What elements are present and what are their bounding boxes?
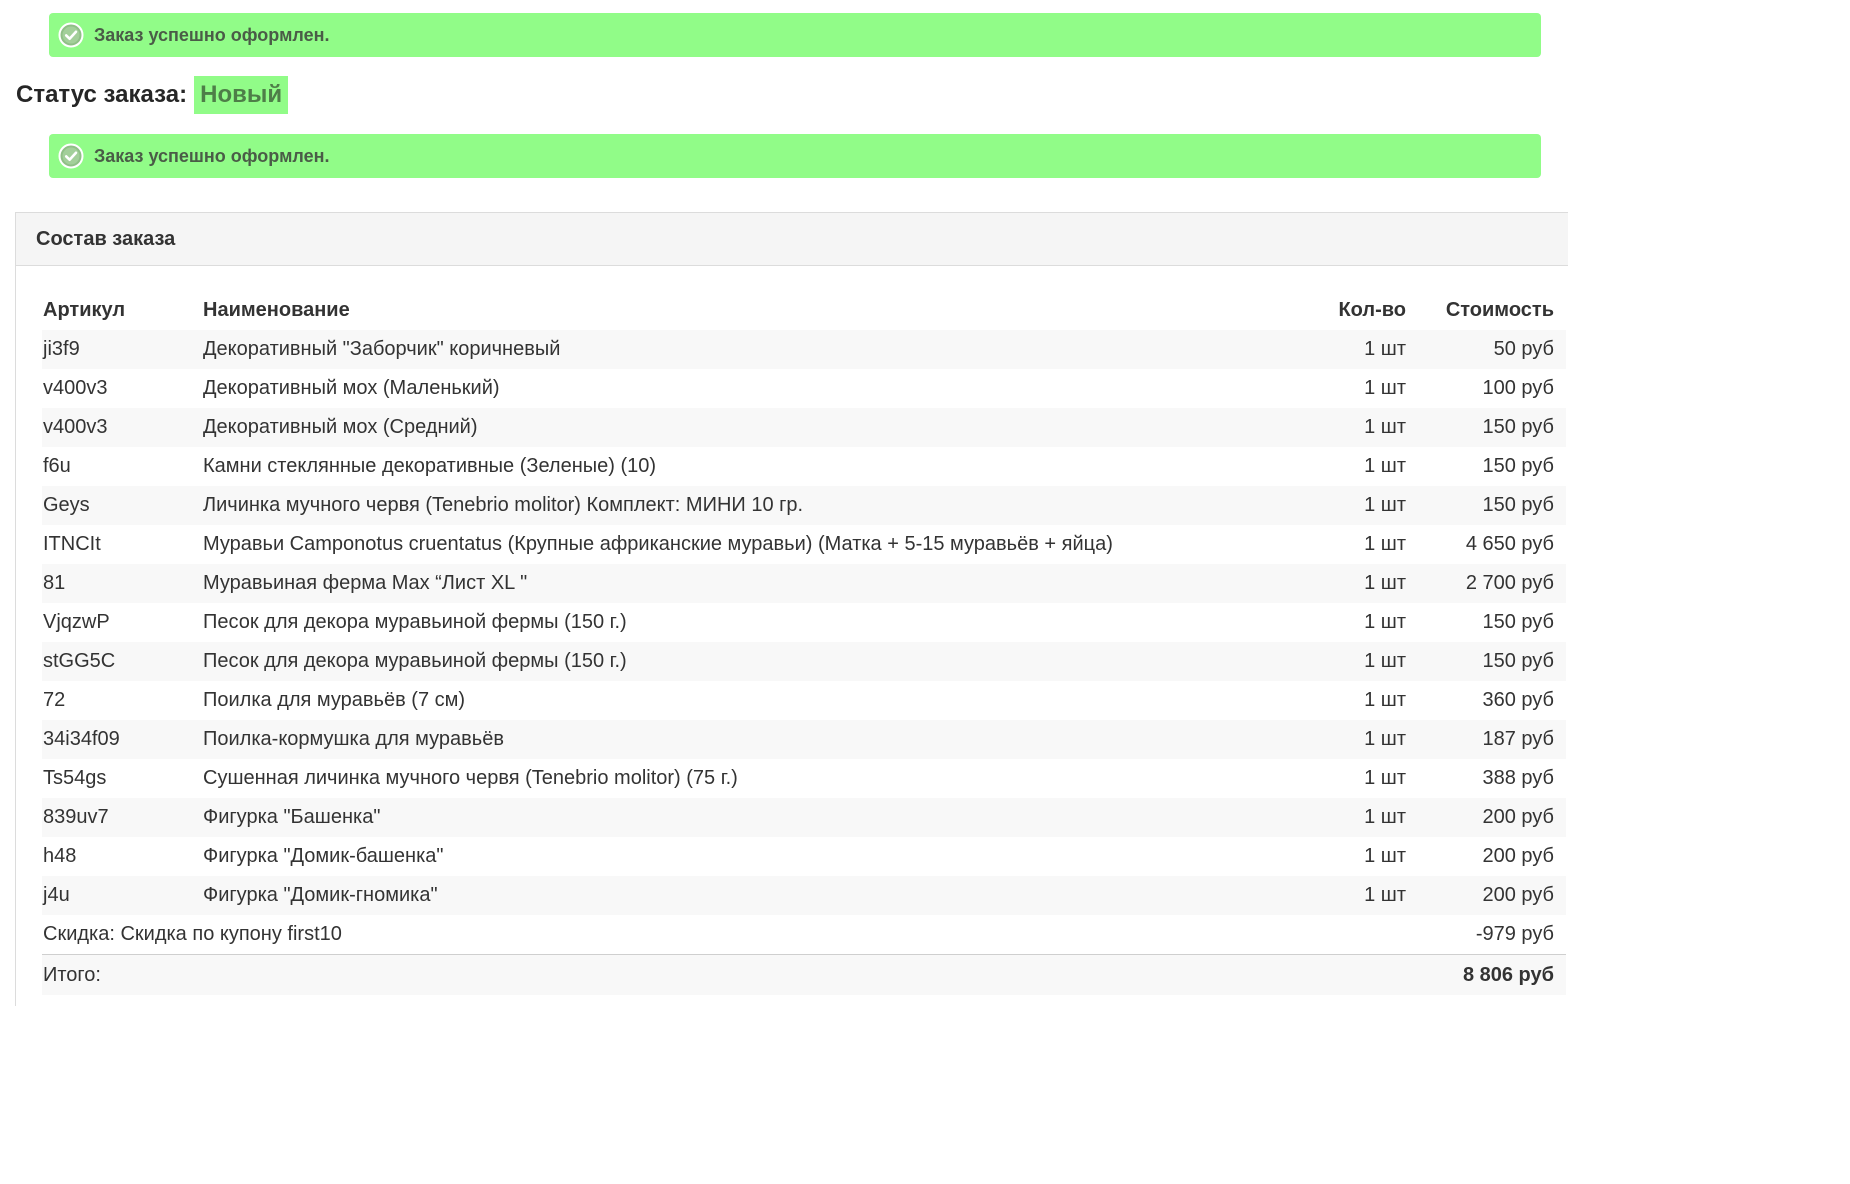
table-header-row [42,290,1566,330]
success-check-icon [58,22,84,48]
discount-value: -979 руб [1418,915,1566,955]
cell-sku: Ts54gs [42,759,202,798]
cell-sku: v400v3 [42,408,202,447]
cell-cost: 388 руб [1418,759,1566,798]
cell-sku: VjqzwP [42,603,202,642]
cell-sku: 839uv7 [42,798,202,837]
cell-sku: 34i34f09 [42,720,202,759]
header-qty: Кол-во [1338,298,1406,321]
cell-qty: 1 шт [1279,369,1418,408]
cell-cost: 150 руб [1418,447,1566,486]
cell-qty: 1 шт [1279,837,1418,876]
cell-cost: 50 руб [1418,330,1566,369]
cell-qty: 1 шт [1279,408,1418,447]
discount-label: Скидка: Скидка по купону first10 [42,915,1418,955]
total-label: Итого: [42,955,1418,996]
order-items-table [42,290,1566,995]
cell-name: Муравьи Camponotus cruentatus (Крупные африканские муравьи) (Матка + 5-15 муравьёв + яйца) [202,525,1279,564]
success-alert-message: Заказ успешно оформлен. [94,24,330,45]
order-status-badge: Новый [194,76,288,114]
cell-qty: 1 шт [1279,525,1418,564]
cell-name: Личинка мучного червя (Tenebrio molitor) Комплект: МИНИ 10 гр. [202,486,1279,525]
cell-qty: 1 шт [1279,876,1418,915]
cell-sku: j4u [42,876,202,915]
cell-qty: 1 шт [1279,486,1418,525]
cell-cost: 2 700 руб [1418,564,1566,603]
cell-name: Муравьиная ферма Max “Лист XL " [202,564,1279,603]
success-alert [49,13,1541,57]
cell-qty: 1 шт [1279,759,1418,798]
header-name: Наименование [203,298,350,321]
cell-name: Фигурка "Домик-башенка" [202,837,1279,876]
cell-cost: 100 руб [1418,369,1566,408]
cell-name: Песок для декора муравьиной фермы (150 г.) [202,642,1279,681]
cell-qty: 1 шт [1279,642,1418,681]
cell-cost: 360 руб [1418,681,1566,720]
cell-name: Песок для декора муравьиной фермы (150 г.) [202,603,1279,642]
cell-cost: 4 650 руб [1418,525,1566,564]
table-row [42,720,1566,759]
panel-header [16,213,1568,266]
cell-name: Поилка для муравьёв (7 см) [202,681,1279,720]
order-status-label: Статус заказа: [16,81,188,108]
cell-name: Фигурка "Башенка" [202,798,1279,837]
cell-name: Декоративный мох (Маленький) [202,369,1279,408]
cell-sku: 81 [42,564,202,603]
cell-sku: v400v3 [42,369,202,408]
table-row [42,369,1566,408]
discount-row [42,915,1566,955]
cell-qty: 1 шт [1279,564,1418,603]
cell-name: Поилка-кормушка для муравьёв [202,720,1279,759]
total-row [42,955,1566,996]
cell-sku: f6u [42,447,202,486]
cell-sku: 72 [42,681,202,720]
cell-sku: ITNCIt [42,525,202,564]
table-row [42,330,1566,369]
cell-cost: 150 руб [1418,603,1566,642]
cell-qty: 1 шт [1279,447,1418,486]
cell-name: Декоративный "Заборчик" коричневый [202,330,1279,369]
header-cost: Стоимость [1445,298,1554,321]
cell-name: Камни стеклянные декоративные (Зеленые) (10) [202,447,1279,486]
cell-qty: 1 шт [1279,681,1418,720]
order-contents-panel [15,212,1568,1006]
cell-name: Фигурка "Домик-гномика" [202,876,1279,915]
cell-qty: 1 шт [1279,798,1418,837]
table-row [42,564,1566,603]
cell-qty: 1 шт [1279,330,1418,369]
table-row [42,759,1566,798]
table-row [42,837,1566,876]
cell-name: Декоративный мох (Средний) [202,408,1279,447]
cell-cost: 200 руб [1418,798,1566,837]
cell-sku: stGG5C [42,642,202,681]
cell-cost: 150 руб [1418,642,1566,681]
table-row [42,447,1566,486]
header-sku: Артикул [43,298,126,321]
cell-sku: Geys [42,486,202,525]
total-value: 8 806 руб [1418,955,1566,996]
table-row [42,876,1566,915]
cell-cost: 200 руб [1418,837,1566,876]
cell-cost: 150 руб [1418,486,1566,525]
table-row [42,798,1566,837]
table-row [42,603,1566,642]
cell-qty: 1 шт [1279,603,1418,642]
table-row [42,681,1566,720]
success-alert-message: Заказ успешно оформлен. [94,145,330,166]
table-row [42,525,1566,564]
order-status [16,76,288,114]
cell-cost: 150 руб [1418,408,1566,447]
cell-cost: 187 руб [1418,720,1566,759]
cell-qty: 1 шт [1279,720,1418,759]
table-body [42,330,1566,995]
success-alert-second [49,134,1541,178]
cell-name: Сушенная личинка мучного червя (Tenebrio molitor) (75 г.) [202,759,1279,798]
table-row [42,486,1566,525]
cell-sku: h48 [42,837,202,876]
table-row [42,642,1566,681]
success-check-icon [58,143,84,169]
table-row [42,408,1566,447]
panel-title: Состав заказа [36,227,176,250]
cell-cost: 200 руб [1418,876,1566,915]
cell-sku: ji3f9 [42,330,202,369]
